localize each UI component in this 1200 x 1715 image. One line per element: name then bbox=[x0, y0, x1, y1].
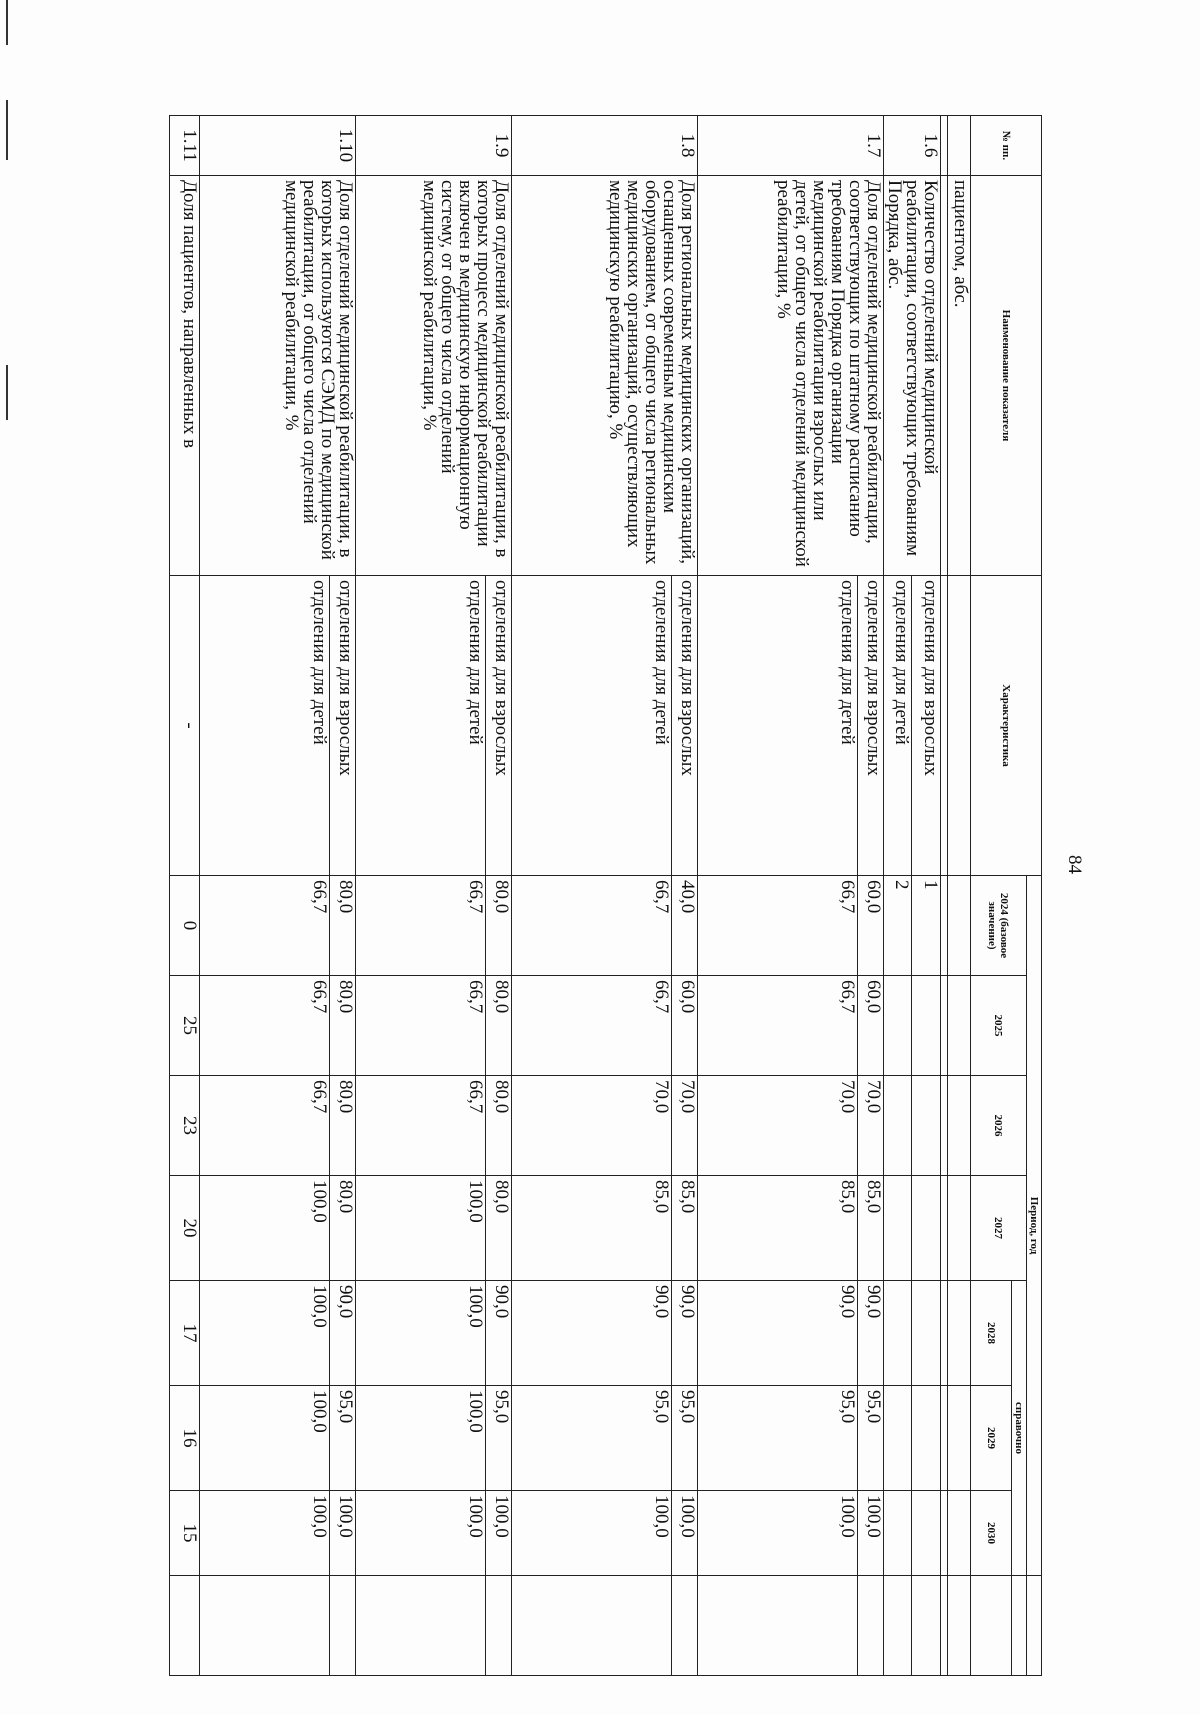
header-year-2025: 2025 bbox=[971, 976, 1027, 1076]
value-cell bbox=[884, 1386, 913, 1491]
value-cell bbox=[912, 1491, 941, 1576]
value-cell: 0 bbox=[170, 876, 200, 976]
table-spacer-row bbox=[941, 116, 948, 1676]
value-cell: 80,0 bbox=[486, 976, 512, 1076]
indicator-name: Доля региональных медицинских организаций, оснащенных современным медицинским оборудованием, от общего числа региональных медицинских организаций, осуществляющих медицинскую реабилитацию, % bbox=[512, 176, 698, 576]
value-cell: 1 bbox=[912, 876, 941, 976]
value-cell: 17 bbox=[170, 1281, 200, 1386]
value-cell: 66,7 bbox=[512, 976, 672, 1076]
characteristic-cell: отделения для детей bbox=[884, 576, 913, 876]
value-cell bbox=[884, 976, 913, 1076]
table-row bbox=[858, 116, 884, 1676]
value-cell: 90,0 bbox=[672, 1281, 698, 1386]
value-cell: 85,0 bbox=[698, 1176, 858, 1281]
value-cell: 16 bbox=[170, 1386, 200, 1491]
value-cell: 90,0 bbox=[486, 1281, 512, 1386]
value-cell bbox=[912, 1176, 941, 1281]
characteristic-cell: отделения для детей bbox=[698, 576, 858, 876]
value-cell: 85,0 bbox=[512, 1176, 672, 1281]
header-reference: справочно bbox=[1012, 1281, 1027, 1576]
characteristic-cell: отделения для детей bbox=[356, 576, 486, 876]
indicator-name: Доля пациентов, направленных в bbox=[170, 176, 200, 576]
value-cell: 95,0 bbox=[672, 1386, 698, 1491]
value-cell: 95,0 bbox=[486, 1386, 512, 1491]
header-blank bbox=[1012, 1576, 1027, 1676]
header-name: Наименование показателя bbox=[971, 176, 1042, 576]
value-cell: 20 bbox=[170, 1176, 200, 1281]
indicators-table bbox=[169, 115, 1042, 1676]
value-cell: 66,7 bbox=[356, 1076, 486, 1176]
value-cell: 90,0 bbox=[512, 1281, 672, 1386]
characteristic-cell: - bbox=[170, 576, 200, 876]
value-cell: 66,7 bbox=[356, 876, 486, 976]
header-characteristic: Характеристика bbox=[971, 576, 1042, 876]
value-cell: 80,0 bbox=[486, 1076, 512, 1176]
binder-mark bbox=[6, 0, 8, 45]
value-cell: 60,0 bbox=[858, 976, 884, 1076]
value-cell: 70,0 bbox=[858, 1076, 884, 1176]
value-cell: 66,7 bbox=[200, 876, 330, 976]
binder-mark bbox=[6, 365, 8, 420]
indicator-name: Количество отделений медицинской реабилитации, соответствующих требованиям Порядка, абс. bbox=[884, 176, 941, 576]
value-cell bbox=[912, 1281, 941, 1386]
value-cell: 100,0 bbox=[200, 1491, 330, 1576]
value-cell: 100,0 bbox=[330, 1491, 356, 1576]
value-cell bbox=[884, 1281, 913, 1386]
header-period: Период, год bbox=[1027, 876, 1042, 1576]
value-cell: 85,0 bbox=[672, 1176, 698, 1281]
value-cell: 70,0 bbox=[512, 1076, 672, 1176]
header-year-2024: 2024 (базовое значение) bbox=[971, 876, 1027, 976]
table-row bbox=[170, 116, 200, 1676]
value-cell: 66,7 bbox=[698, 876, 858, 976]
value-cell: 95,0 bbox=[858, 1386, 884, 1491]
indicator-name: Доля отделений медицинской реабилитации, в которых используются СЭМД по медицинской реабилитации, от общего числа отделений медицинской реабилитации, % bbox=[200, 176, 356, 576]
row-number: 1.6 bbox=[884, 116, 941, 176]
row-number: 1.10 bbox=[200, 116, 356, 176]
value-cell: 95,0 bbox=[330, 1386, 356, 1491]
value-cell: 100,0 bbox=[672, 1491, 698, 1576]
rotated-landscape-page bbox=[87, 115, 1085, 1675]
value-cell: 100,0 bbox=[200, 1386, 330, 1491]
value-cell: 25 bbox=[170, 976, 200, 1076]
value-cell: 80,0 bbox=[330, 1076, 356, 1176]
characteristic-cell: отделения для взрослых bbox=[330, 576, 356, 876]
value-cell: 95,0 bbox=[698, 1386, 858, 1491]
value-cell: 66,7 bbox=[200, 976, 330, 1076]
header-blank bbox=[971, 1576, 1012, 1676]
header-year-2030: 2030 bbox=[971, 1491, 1012, 1576]
value-cell: 100,0 bbox=[356, 1386, 486, 1491]
value-cell: 66,7 bbox=[200, 1076, 330, 1176]
row-number: 1.11 bbox=[170, 116, 200, 176]
value-cell: 80,0 bbox=[330, 876, 356, 976]
binder-mark bbox=[6, 100, 8, 160]
characteristic-cell: отделения для детей bbox=[200, 576, 330, 876]
value-cell: 66,7 bbox=[356, 976, 486, 1076]
value-cell: 100,0 bbox=[512, 1491, 672, 1576]
value-cell: 40,0 bbox=[672, 876, 698, 976]
value-cell: 100,0 bbox=[486, 1491, 512, 1576]
table-row bbox=[672, 116, 698, 1676]
indicator-name: пациентом, абс. bbox=[948, 176, 971, 576]
value-cell bbox=[912, 1076, 941, 1176]
header-year-2028: 2028 bbox=[971, 1281, 1012, 1386]
value-cell: 66,7 bbox=[512, 876, 672, 976]
value-cell: 90,0 bbox=[698, 1281, 858, 1386]
page-number: 84 bbox=[1064, 855, 1085, 874]
value-cell: 100,0 bbox=[698, 1491, 858, 1576]
value-cell bbox=[912, 1386, 941, 1491]
table-row bbox=[912, 116, 941, 1676]
table-row-continued bbox=[948, 116, 971, 1676]
value-cell: 90,0 bbox=[858, 1281, 884, 1386]
header-blank bbox=[1027, 1576, 1042, 1676]
value-cell: 80,0 bbox=[330, 1176, 356, 1281]
value-cell: 70,0 bbox=[698, 1076, 858, 1176]
indicator-name: Доля отделений медицинской реабилитации, соответствующих по штатному расписанию требованиям Порядка организации медицинской реабилитации взрослых или детей, от общего числа отделений медицинской реабилитации, % bbox=[698, 176, 884, 576]
characteristic-cell: отделения для взрослых bbox=[486, 576, 512, 876]
value-cell: 100,0 bbox=[858, 1491, 884, 1576]
value-cell bbox=[912, 976, 941, 1076]
value-cell: 100,0 bbox=[356, 1491, 486, 1576]
value-cell bbox=[884, 1491, 913, 1576]
value-cell: 100,0 bbox=[200, 1281, 330, 1386]
value-cell bbox=[884, 1076, 913, 1176]
characteristic-cell: отделения для взрослых bbox=[672, 576, 698, 876]
header-year-2026: 2026 bbox=[971, 1076, 1027, 1176]
value-cell: 15 bbox=[170, 1491, 200, 1576]
characteristic-cell: отделения для детей bbox=[512, 576, 672, 876]
indicator-name: Доля отделений медицинской реабилитации, в которых процесс медицинской реабилитации включен в медицинскую информационную систему, от общего числа отделений медицинской реабилитации, % bbox=[356, 176, 512, 576]
row-number: 1.9 bbox=[356, 116, 512, 176]
row-number: 1.7 bbox=[698, 116, 884, 176]
value-cell: 60,0 bbox=[858, 876, 884, 976]
value-cell: 100,0 bbox=[356, 1176, 486, 1281]
value-cell: 80,0 bbox=[486, 1176, 512, 1281]
value-cell: 70,0 bbox=[672, 1076, 698, 1176]
value-cell: 90,0 bbox=[330, 1281, 356, 1386]
value-cell: 66,7 bbox=[698, 976, 858, 1076]
value-cell: 60,0 bbox=[672, 976, 698, 1076]
table-row bbox=[330, 116, 356, 1676]
header-year-2029: 2029 bbox=[971, 1386, 1012, 1491]
characteristic-cell: отделения для взрослых bbox=[858, 576, 884, 876]
value-cell: 85,0 bbox=[858, 1176, 884, 1281]
value-cell: 80,0 bbox=[330, 976, 356, 1076]
header-num: № пп. bbox=[971, 116, 1042, 176]
value-cell: 100,0 bbox=[356, 1281, 486, 1386]
value-cell bbox=[884, 1176, 913, 1281]
table-row bbox=[486, 116, 512, 1676]
value-cell: 100,0 bbox=[200, 1176, 330, 1281]
value-cell: 80,0 bbox=[486, 876, 512, 976]
value-cell: 95,0 bbox=[512, 1386, 672, 1491]
value-cell: 2 bbox=[884, 876, 913, 976]
characteristic-cell: отделения для взрослых bbox=[912, 576, 941, 876]
value-cell: 23 bbox=[170, 1076, 200, 1176]
row-number: 1.8 bbox=[512, 116, 698, 176]
header-year-2027: 2027 bbox=[971, 1176, 1027, 1281]
